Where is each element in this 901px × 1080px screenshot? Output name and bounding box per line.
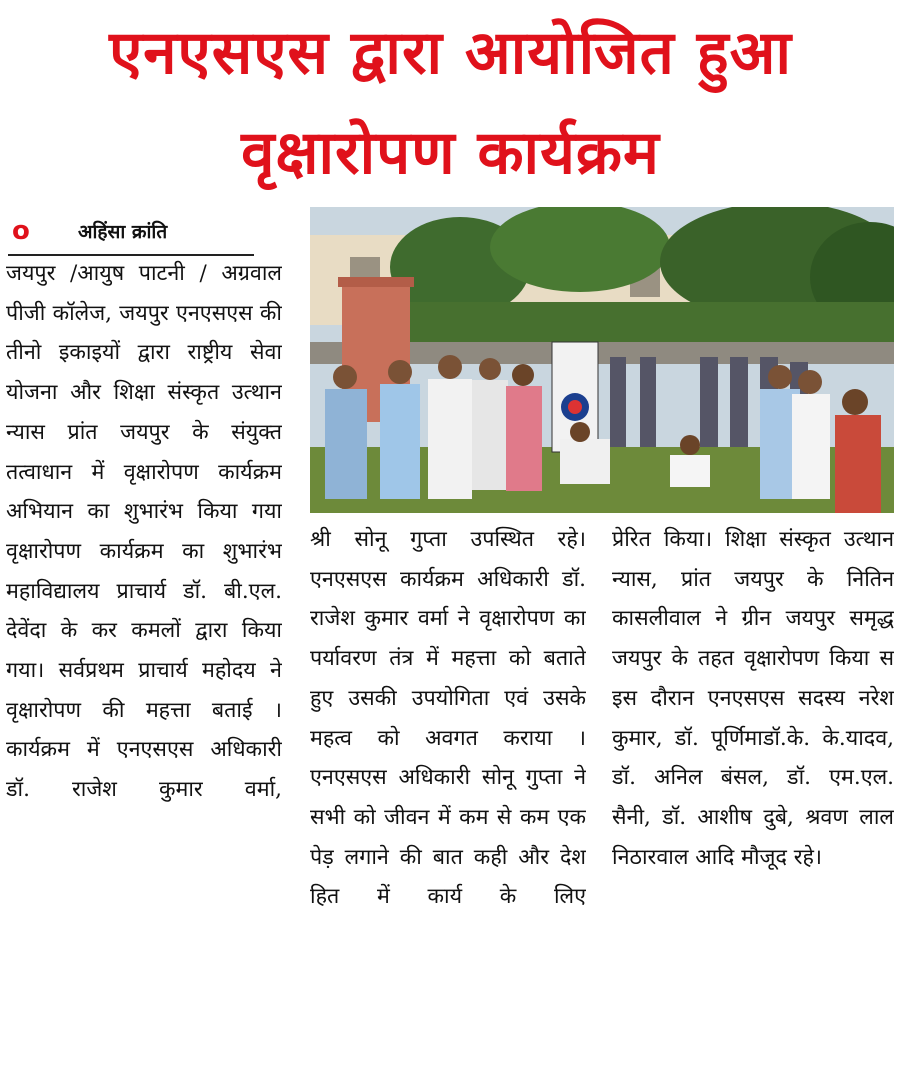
- byline-mark: o: [12, 216, 30, 246]
- event-photo-illustration: [310, 207, 894, 513]
- headline-line-1: एनएसएस द्वारा आयोजित हुआ: [109, 18, 792, 88]
- article-column-2: [310, 520, 586, 1080]
- article-text-col1: जयपुर /आयुष पाटनी / अग्रवाल पीजी कॉलेज, जयपुर एनएसएस की तीनो इकाइयों द्वारा राष्ट्रीय सेवा योजना और शिक्षा संस्कृत उत्थान न्यास प्रांत जयपुर के संयुक्त तत्वाधान में वृक्षारोपण कार्यक्रम अभियान का शुभारंभ किया गया वृक्षारोपण कार्यक्रम का शुभारंभ महाविद्यालय प्राचार्य डॉ. बी.एल. देवेंदा के कर कमलों द्वारा किया गया। सर्वप्रथम प्राचार्य महोदय ने वृक्षारोपण की महत्ता बताई । कार्यक्रम में एनएसएस अधिकारी डॉ. राजेश कुमार वर्मा,: [6, 261, 282, 803]
- byline-source: अहिंसा क्रांति: [78, 221, 168, 243]
- event-photo: [310, 207, 894, 513]
- byline: [8, 214, 254, 256]
- article-column-3: [612, 520, 894, 1080]
- article-column-1: [6, 254, 282, 1080]
- article-text-col3: प्रेरित किया। शिक्षा संस्कृत उत्थान न्यास, प्रांत जयपुर के नितिन कासलीवाल ने ग्रीन जयपुर समृद्ध जयपुर के तहत वृक्षारोपण किया स इस दौरान एनएसएस सदस्य नरेश कुमार, डॉ. पूर्णिमाडॉ.के. के.यादव, डॉ. अनिल बंसल, डॉ. एम.एल. सैनी, डॉ. आशीष दुबे, श्रवण लाल निठारवाल आदि मौजूद रहे।: [612, 527, 894, 870]
- headline-line-2: वृक्षारोपण कार्यक्रम: [241, 118, 660, 188]
- article-text-col2: श्री सोनू गुप्ता उपस्थित रहे।एनएसएस कार्यक्रम अधिकारी डॉ. राजेश कुमार वर्मा ने वृक्षारोपण का पर्यावरण तंत्र में महत्ता को बताते हुए उसकी उपयोगिता एवं उसके महत्व को अवगत कराया । एनएसएस अधिकारी सोनू गुप्ता ने सभी को जीवन में कम से कम एक पेड़ लगाने की बात कही और देश हित में कार्य के लिए: [310, 527, 586, 910]
